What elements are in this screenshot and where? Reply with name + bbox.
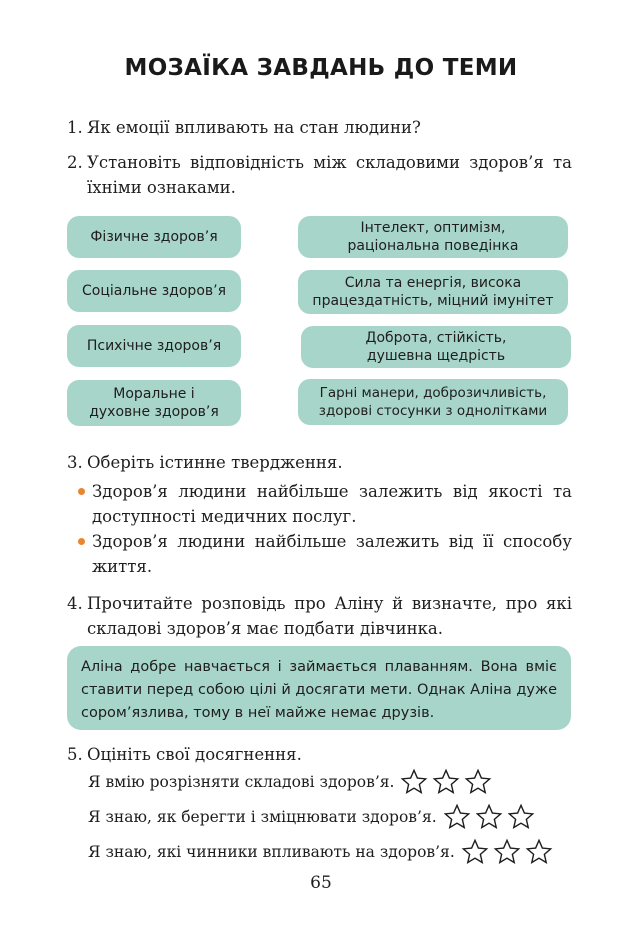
question-4 xyxy=(67,591,572,641)
option-text: Здоров’я людини найбільше залежить від її способу життя. xyxy=(92,532,572,576)
star-icon[interactable] xyxy=(507,803,535,831)
bullet-icon xyxy=(78,488,85,495)
question-2 xyxy=(67,150,572,200)
matching-left-item[interactable] xyxy=(67,270,241,312)
item-label: Соціальне здоров’я xyxy=(81,283,227,299)
question-number: 2. xyxy=(67,153,83,172)
self-assessment-row xyxy=(88,838,553,866)
star-icon[interactable] xyxy=(493,838,521,866)
matching-right-item[interactable] xyxy=(298,216,568,258)
matching-left-item[interactable] xyxy=(67,380,241,426)
matching-right-item[interactable] xyxy=(301,326,571,368)
question-1 xyxy=(67,115,572,140)
question-5 xyxy=(67,742,572,767)
question-number: 4. xyxy=(67,594,83,613)
item-label: Моральне і духовне здоров’я xyxy=(89,386,219,420)
statement-text: Я знаю, як берегти і зміцнювати здоров’я. xyxy=(88,808,437,826)
bullet-icon xyxy=(78,538,85,545)
answer-option[interactable] xyxy=(92,479,572,529)
question-text: Установіть відповідність між складовими здоров’я та їхніми ознаками. xyxy=(87,153,572,197)
star-icon[interactable] xyxy=(461,838,489,866)
matching-left-item[interactable] xyxy=(67,216,241,258)
question-text: Як емоції впливають на стан людини? xyxy=(87,118,421,137)
item-label: Доброта, стійкість, душевна щедрість xyxy=(365,330,507,364)
answer-option[interactable] xyxy=(92,529,572,579)
item-label: Психічне здоров’я xyxy=(86,338,222,354)
self-assessment-row xyxy=(88,768,492,796)
star-icon[interactable] xyxy=(464,768,492,796)
question-3 xyxy=(67,450,572,475)
page-number: 65 xyxy=(310,873,332,893)
question-number: 5. xyxy=(67,745,83,764)
page-title: МОЗАЇКА ЗАВДАНЬ ДО ТЕМИ xyxy=(124,55,518,81)
star-icon[interactable] xyxy=(443,803,471,831)
question-text: Оцініть свої досягнення. xyxy=(87,745,302,764)
statement-text: Я вмію розрізняти складові здоров’я. xyxy=(88,773,395,791)
star-icon[interactable] xyxy=(475,803,503,831)
question-text: Прочитайте розповідь про Аліну й визначте, про які складові здоров’я має подбати дівчинка. xyxy=(87,594,572,638)
star-icon[interactable] xyxy=(525,838,553,866)
star-icon[interactable] xyxy=(400,768,428,796)
question-number: 1. xyxy=(67,118,83,137)
statement-text: Я знаю, які чинники впливають на здоров’я. xyxy=(88,843,455,861)
story-text: Аліна добре навчається і займається плаванням. Вона вміє ставити перед собою цілі й досягати мети. Однак Аліна дуже сором’язлива, тому в неї майже немає друзів. xyxy=(81,659,557,721)
matching-right-item[interactable] xyxy=(298,379,568,425)
item-label: Фізичне здоров’я xyxy=(90,229,218,245)
story-box xyxy=(67,646,571,730)
question-number: 3. xyxy=(67,453,83,472)
option-text: Здоров’я людини найбільше залежить від якості та доступності медичних послуг. xyxy=(92,482,572,526)
self-assessment-row xyxy=(88,803,535,831)
item-label: Інтелект, оптимізм, раціональна поведінка xyxy=(347,220,519,254)
matching-left-item[interactable] xyxy=(67,325,241,367)
matching-right-item[interactable] xyxy=(298,270,568,314)
item-label: Сила та енергія, висока працездатність, міцний імунітет xyxy=(312,275,554,309)
star-icon[interactable] xyxy=(432,768,460,796)
question-text: Оберіть істинне твердження. xyxy=(87,453,343,472)
item-label: Гарні манери, доброзичливість, здорові стосунки з однолітками xyxy=(318,385,548,419)
